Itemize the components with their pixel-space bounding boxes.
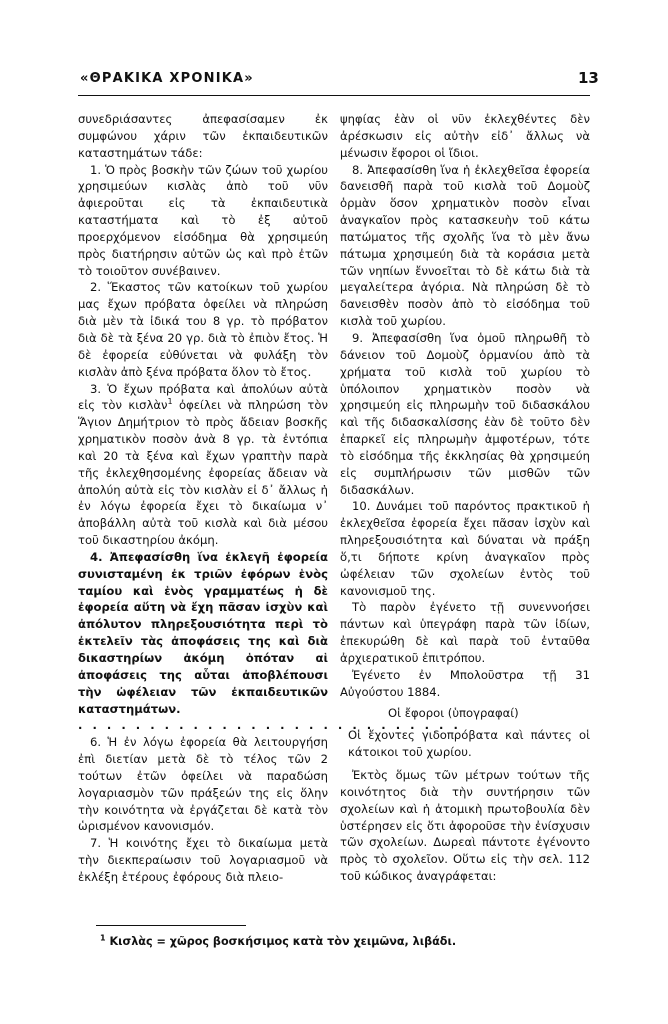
paragraph-item-1: 1. Ὁ πρὸς βοσκὴν τῶν ζώων τοῦ χωρίου χρησιμεύων κισλὰς ἀπὸ τοῦ νῦν ἀφιεροῦται εἰς τὰ ἐκπαιδευτικὰ καταστήματα καὶ τὸ ἐξ αὐτοῦ προερχόμενον εἰσόδημα θὰ χρησιμεύη πρὸς διατήρησιν αὐτῶν ὡς καὶ πρὸ ἐτῶν τὸ τοιοῦτον συνέβαινεν. [78,162,328,278]
item-3-text-before: 3. Ὁ ἔχων πρόβατα καὶ ἀπολύων αὐτὰ εἰς τὸν κισλὰν [78,381,328,413]
paragraph-donations: Ἐκτὸς ὅμως τῶν μέτρων τούτων τῆς κοινότητος διὰ τὴν συντήρησιν τῶν σχολείων καὶ ἡ ἀτομικὴ πρωτοβουλία δὲν ὑστέρησεν εἰς ὅτι ἀφοροῦσε τὴν ἐνίσχυσιν τῶν σχολείων. Δωρεαὶ πάντοτε ἐγένοντο πρὸς τὸ σχολεῖον. Οὕτω εἰς τὴν σελ. 112 τοῦ κώδικος ἀναγράφεται: [340,768,590,884]
footnote [100,935,570,948]
paragraph-ratification: Τὸ παρὸν ἐγένετο τῇ συνεννοήσει πάντων καὶ ὑπεγράφη παρὰ τῶν ἰδίων, ἐπεκυρώθη δὲ καὶ παρὰ τοῦ ἐνταῦθα ἀρχιερατικοῦ ἐπιτρόπου. [340,600,590,665]
footnote-marker: 1 [100,933,106,943]
page-number: 13 [578,69,599,87]
paragraph-item-7: 7. Ἡ κοινότης ἔχει τὸ δικαίωμα μετὰ τὴν διεκπεραίωσιν τοῦ λογαριασμοῦ νὰ ἐκλέξη ἑτέρους ἐφόρους διὰ πλειο- [78,836,328,884]
header-rule [78,95,590,96]
paragraph-item-6: 6. Ἡ ἐν λόγω ἐφορεία θὰ λειτουργήση ἐπὶ διετίαν μετὰ δὲ τὸ τέλος τῶν 2 τούτων ἐτῶν ὀφείλει νὰ παραδώση λογαριασμὸν τῶν πράξεών της εἰς ὅλην τὴν κοινότητα νὰ ἐργάζεται δὲ κατὰ τὸν ὡρισμένον κανονισμόν. [78,735,328,834]
paragraph-item-3 [78,381,328,549]
running-header-title: «ΘΡΑΚΙΚΑ ΧΡΟΝΙΚΑ» [80,71,254,86]
footnote-rule [96,925,246,926]
paragraph-item-8: 8. Ἀπεφασίσθη ἵνα ἡ ἐκλεχθεῖσα ἐφορεία δανεισθῆ παρὰ τοῦ κισλὰ τοῦ Δομοὺζ ὁρμὰν ὅσον χρηματικὸν ποσὸν εἶναι ἀναγκαῖον πρὸς κατασκευὴν τοῦ κάτω πατώματος τῆς σχολῆς ἵνα τὸ μὲν ἄνω πάτωμα χρησιμεύη διὰ τὰ κοράσια μετὰ τῶν νηπίων ἔννοεῖται τὸ δὲ κάτω διὰ τὰ μεγαλείτερα ἀγόρια. Νὰ πληρώση δὲ τὸ δανεισθὲν ποσὸν ἀπὸ τὸ εἰσόδημα τοῦ κισλὰ τοῦ χωρίου. [340,162,590,329]
right-column [340,111,590,885]
paragraph-item-7-continued: ψηφίας ἐὰν οἱ νῦν ἐκλεχθέντες δὲν ἀρέσκωσιν εἰς αὐτὴν εἰδ᾿ ἄλλως νὰ μένωσιν ἔφοροι οἱ ἴδιοι. [340,112,590,160]
paragraph-item-9: 9. Ἀπεφασίσθη ἵνα ὁμοῦ πληρωθῆ τὸ δάνειον τοῦ Δομοὺζ ὁρμανίου ἀπὸ τὰ χρήματα τοῦ κισλὰ τοῦ χωρίου τὸ ὑπόλοιπον χρηματικὸν ποσὸν νὰ χρησιμεύη εἰς πληρωμὴν τοῦ διδασκάλου καὶ τῆς διδασκαλίσσης ἐὰν δὲ τοῦτο δὲν ἐπαρκεῖ εἰς πληρωμὴν ἀμφοτέρων, τότε τὸ εἰσόδημα τῆς ἐκκλησίας θὰ χρησιμεύη εἰς συμπλήρωσιν τῶν μισθῶν τῶν διδασκάλων. [340,330,590,497]
signatories-villagers: Οἱ ἔχοντες γιδοπρόβατα καὶ πάντες οἱ κάτοικοι τοῦ χωρίου. [348,728,590,760]
paragraph-item-10: 10. Δυνάμει τοῦ παρόντος πρακτικοῦ ἡ ἐκλεχθεῖσα ἐφορεία ἔχει πᾶσαν ἰσχὺν καὶ πληρεξουσιότητα καὶ δύναται νὰ πράξη ὅ,τι δήποτε κρίνη ἀναγκαῖον πρὸς ὠφέλειαν τῶν σχολείων ἐντὸς τοῦ κανονισμοῦ της. [340,499,590,598]
footnote-text: Κισλὰς = χῶρος βοσκήσιμος κατὰ τὸν χειμῶνα, λιβάδι. [105,935,457,948]
item-3-text-after: ὀφείλει νὰ πληρώση τὸν Ἅγιον Δημήτριον τὸ πρὸς ἄδειαν βοσκῆς χρηματικὸν ποσὸν ἀνὰ 8 γρ. τὰ ἐντόπια καὶ 20 τὰ ξένα καὶ ἔχων γραπτὴν παρὰ τῆς ἐκλεχθησομένης ἐφορείας ἄδειαν νὰ ἀπολύη αὐτὰ εἰς τὸν κισλὰν εἰ δ᾿ ἄλλως ἡ ἐν λόγω ἐφορεία ἔχει τὸ δικαίωμα ν᾿ ἀποβάλλη αὐτὰ τοῦ κισλὰ καὶ διὰ μέσου τοῦ δικαστηρίου ἀκόμη. [78,398,328,548]
signatories-ephors: Οἱ ἔφοροι (ὑπογραφαί) [388,705,519,720]
paragraph-intro: συνεδριάσαντες ἀπεφασίσαμεν ἐκ συμφώνου χάριν τῶν ἐκπαιδευτικῶν καταστημάτων τάδε: [78,112,328,160]
omission-dots: . . . . . . . . . . . . . . . . . . . . . . . . . . . [78,718,461,733]
paragraph-item-4: 4. Ἀπεφασίσθη ἵνα ἐκλεγῆ ἐφορεία συνισταμένη ἐκ τριῶν ἐφόρων ἑνὸς ταμίου καὶ ἑνὸς γραμματέως ἡ δὲ ἐφορεία αὕτη νὰ ἔχη πᾶσαν ἰσχὺν καὶ ἀπόλυτον πληρεξουσιότητα περὶ τὸ ἐκτελεῖν τὰς ἀποφάσεις της καὶ διὰ δικαστηρίων ἀκόμη ὁπόταν αἱ ἀποφάσεις της αὗται ἀποβλέπουσι τὴν ὠφέλειαν τῶν ἐκπαιδευτικῶν καταστημάτων. [78,549,328,716]
paragraph-item-2: 2. Ἕκαστος τῶν κατοίκων τοῦ χωρίου μας ἔχων πρόβατα ὀφείλει νὰ πληρώση διὰ μὲν τὰ ἰδικά του 8 γρ. τὸ πρόβατον διὰ δὲ τὰ ξένα 20 γρ. διὰ τὸ ἐπιὸν ἔτος. Ἡ δὲ ἐφορεία εὐθύνεται νὰ φυλάξη τὸν κισλὰν ἀπὸ ξένα πρόβατα ὅλον τὸ ἔτος. [78,280,328,379]
paragraph-date: Ἐγένετο ἐν Μπολοῦστρα τῇ 31 Αὐγούστου 1884. [340,667,590,699]
footnote-reference: 1 [167,397,173,407]
